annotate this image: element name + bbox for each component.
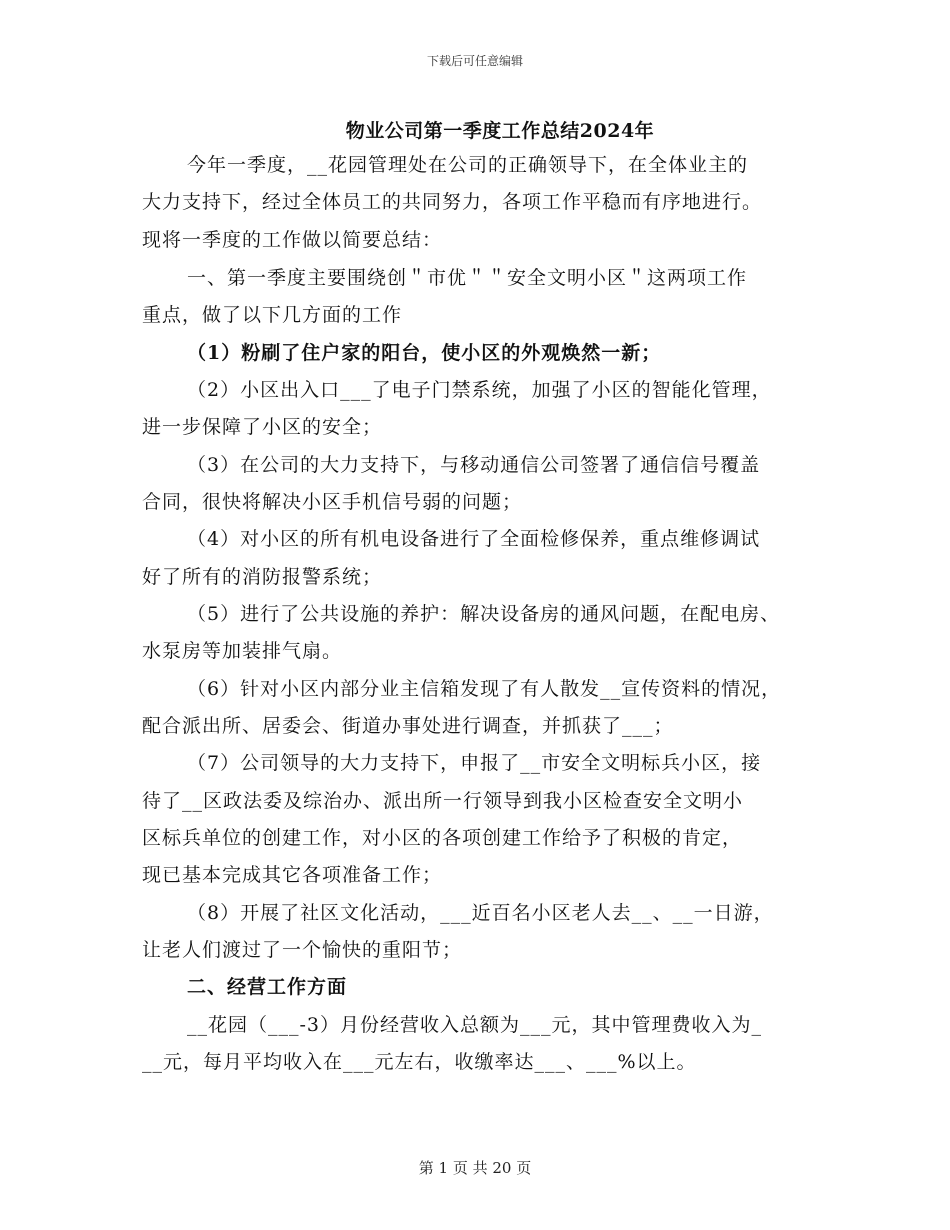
- body-line: 大力支持下，经过全体员工的共同努力，各项工作平稳而有序地进行。: [142, 191, 763, 213]
- body-line: （8）开展了社区文化活动，___近百名小区老人去__、__一日游，: [187, 902, 774, 924]
- body-line: （4）对小区的所有机电设备进行了全面检修保养，重点维修调试: [187, 528, 761, 550]
- body-line: 合同，很快将解决小区手机信号弱的问题；: [142, 491, 523, 513]
- body-line: （6）针对小区内部分业主信箱发现了有人散发__宣传资料的情况，: [187, 678, 782, 700]
- body-line: __花园（___-3）月份经营收入总额为___元，其中管理费收入为_: [187, 1014, 763, 1036]
- body-line: 重点，做了以下几方面的工作: [142, 304, 403, 326]
- page-footer: 第 1 页 共 20 页: [418, 1159, 532, 1177]
- body-line-bold: （1）粉刷了住户家的阳台，使小区的外观焕然一新；: [187, 342, 662, 364]
- body-line: 待了__区政法委及综治办、派出所一行领导到我小区检查安全文明小: [142, 790, 744, 812]
- body-line: （7）公司领导的大力支持下，申报了__市安全文明标兵小区，接: [187, 752, 762, 774]
- body-line: 区标兵单位的创建工作，对小区的各项创建工作给予了积极的肯定，: [142, 827, 743, 849]
- body-line: 现已基本完成其它各项准备工作；: [142, 864, 443, 886]
- body-line: 水泵房等加装排气扇。: [142, 640, 343, 662]
- body-line: （5）进行了公共设施的养护：解决设备房的通风问题，在配电房、: [187, 603, 781, 625]
- header-note: 下载后可任意编辑: [426, 54, 523, 68]
- section-heading: 二、经营工作方面: [187, 976, 348, 998]
- body-line: __元，每月平均收入在___元左右，收缴率达___、___%以上。: [142, 1051, 697, 1073]
- body-line: （3）在公司的大力支持下，与移动通信公司签署了通信信号覆盖: [187, 454, 761, 476]
- body-line: 让老人们渡过了一个愉快的重阳节；: [142, 939, 463, 961]
- body-line: 现将一季度的工作做以简要总结：: [142, 229, 443, 251]
- body-line: 一、第一季度主要围绕创＂市优＂＂安全文明小区＂这两项工作: [187, 267, 748, 289]
- body-line: 进一步保障了小区的安全；: [142, 416, 383, 438]
- body-line: 好了所有的消防报警系统；: [142, 566, 383, 588]
- body-line: 今年一季度，__花园管理处在公司的正确领导下，在全体业主的: [187, 154, 749, 176]
- body-line: 配合派出所、居委会、街道办事处进行调查，并抓获了___；: [142, 715, 674, 737]
- body-line: （2）小区出入口___了电子门禁系统，加强了小区的智能化管理，: [187, 379, 772, 401]
- document-title: 物业公司第一季度工作总结2024年: [345, 120, 655, 142]
